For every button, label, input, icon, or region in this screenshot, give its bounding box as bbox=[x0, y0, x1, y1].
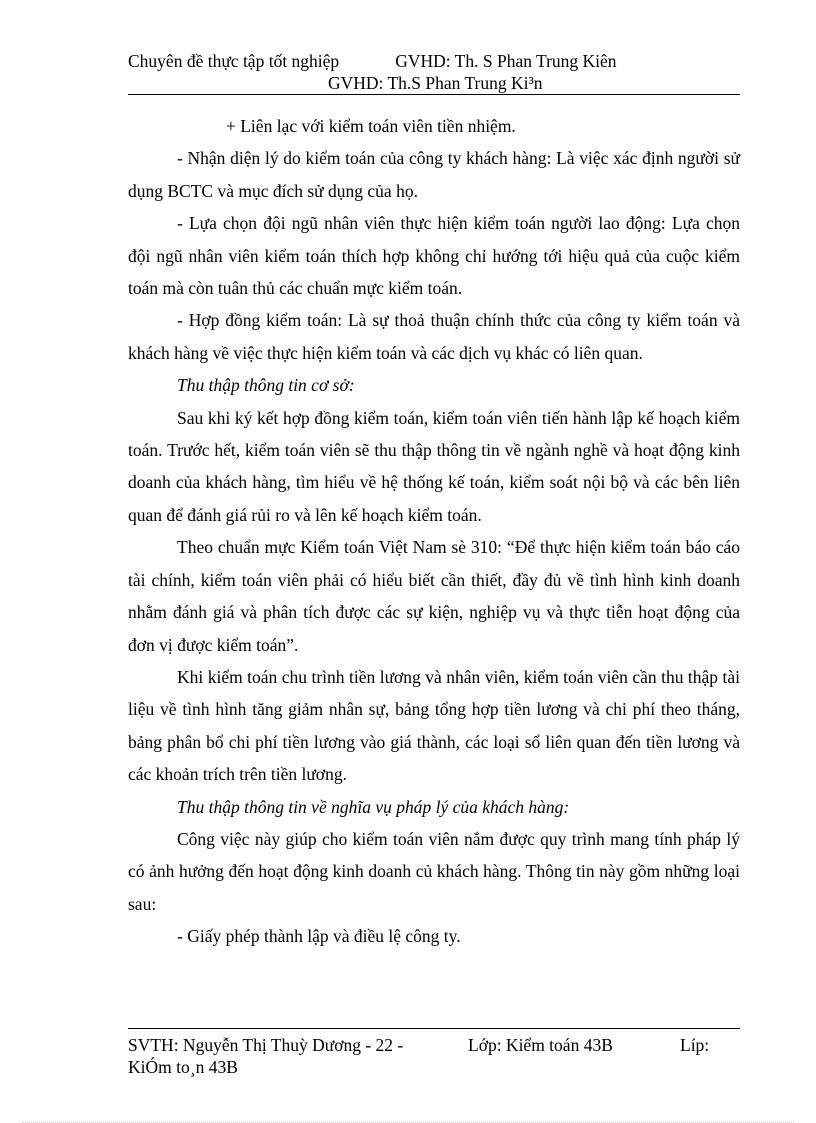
page-body bbox=[128, 110, 740, 953]
paragraph-legal-process: Công việc này giúp cho kiểm toán viên nắm được quy trình mang tính pháp lý có ảnh hưởng đến hoạt động kinh doanh củ khách hàng. Thông tin này gồm những loại sau: bbox=[128, 828, 740, 914]
vsa-quote-start: “Để thực hiện kiểm toán bbox=[506, 537, 681, 558]
paragraph-business-license: - Giấy phép thành lập và điều lệ công ty. bbox=[177, 926, 461, 947]
paragraph-audit-contract: - Hợp đồng kiểm toán: Là sự thoả thuận chính thức của công ty kiểm toán và khách hàng về việc thực hiện kiểm toán và các dịch vụ khác có liên quan. bbox=[128, 310, 740, 363]
header-report-title: Chuyên đề thực tập tốt nghiệp bbox=[128, 51, 340, 71]
paragraph-vsa-310 bbox=[128, 531, 740, 661]
footer-line-2: KiÓm to¸n 43B bbox=[128, 1057, 238, 1077]
footer-student: SVTH: Nguyễn Thị Thuỳ Dương - 22 - bbox=[128, 1035, 404, 1055]
paragraph-identify-reason: - Nhận diện lý do kiểm toán của công ty khách hàng: Là việc xác định người sử dụng BCTC và mục đích sử dụng của họ. bbox=[128, 148, 740, 201]
paragraph-contact-predecessor: + Liên lạc với kiểm toán viên tiền nhiệm. bbox=[226, 116, 516, 136]
header-divider bbox=[128, 94, 740, 95]
header-supervisor: GVHD: Th. S Phan Trung Kiên bbox=[395, 51, 617, 71]
header-supervisor-repeat: GVHD: Th.S Phan Trung Ki³n bbox=[328, 73, 543, 93]
page-footer bbox=[128, 1034, 740, 1078]
subheading-basic-info: Thu thập thông tin cơ sở: bbox=[177, 375, 355, 396]
footer-divider bbox=[128, 1028, 740, 1029]
paragraph-payroll-cycle: Khi kiểm toán chu trình tiền lương và nhân viên, kiểm toán viên cần thu thập tài liệu về tình hình tăng giảm nhân sự, bảng tổng hợp tiền lương và chi phí theo tháng, bảng phân bổ chi phí tiền lương vào giá thành, các loại sổ liên quan đến tiền lương và các khoản trích trên tiền lương. bbox=[128, 666, 740, 785]
footer-class-label: Líp: bbox=[680, 1035, 710, 1055]
footer-class: Lớp: Kiểm toán 43B bbox=[468, 1035, 613, 1055]
page-header bbox=[128, 50, 740, 94]
paragraph-select-team: - Lựa chọn đội ngũ nhân viên thực hiện kiểm toán người lao động: Lựa chọn đội ngũ nhân viên kiểm toán thích hợp không chỉ hướng tới hiệu quả của cuộc kiểm toán mà còn tuân thủ các chuẩn mực kiểm toán. bbox=[128, 213, 740, 299]
subheading-legal-obligations: Thu thập thông tin về nghĩa vụ pháp lý của khách hàng: bbox=[177, 796, 570, 817]
vsa-quote-rest: báo cáo tài chính, kiểm toán viên phải có hiểu biết cần thiết, đầy đủ về tình hình kinh doanh nhằm đánh giá và phân tích được các sự kiện, nghiệp vụ và thực tiễn hoạt động của đơn vị được kiểm toán”. bbox=[128, 537, 741, 655]
header-line-1 bbox=[128, 50, 740, 72]
footer-line-1 bbox=[128, 1034, 740, 1056]
paragraph-collect-info: Sau khi ký kết hợp đồng kiểm toán, kiểm toán viên tiến hành lập kế hoạch kiểm toán. Trước hết, kiểm toán viên sẽ thu thập thông tin về ngành nghề và hoạt động kinh doanh của khách hàng, tìm hiểu về hệ thống kế toán, kiểm soát nội bộ và các bên liên quan để đánh giá rủi ro và lên kế hoạch kiểm toán. bbox=[128, 407, 740, 525]
vsa-reference: Theo chuẩn mực Kiểm toán Việt Nam sè 310: bbox=[177, 537, 503, 558]
